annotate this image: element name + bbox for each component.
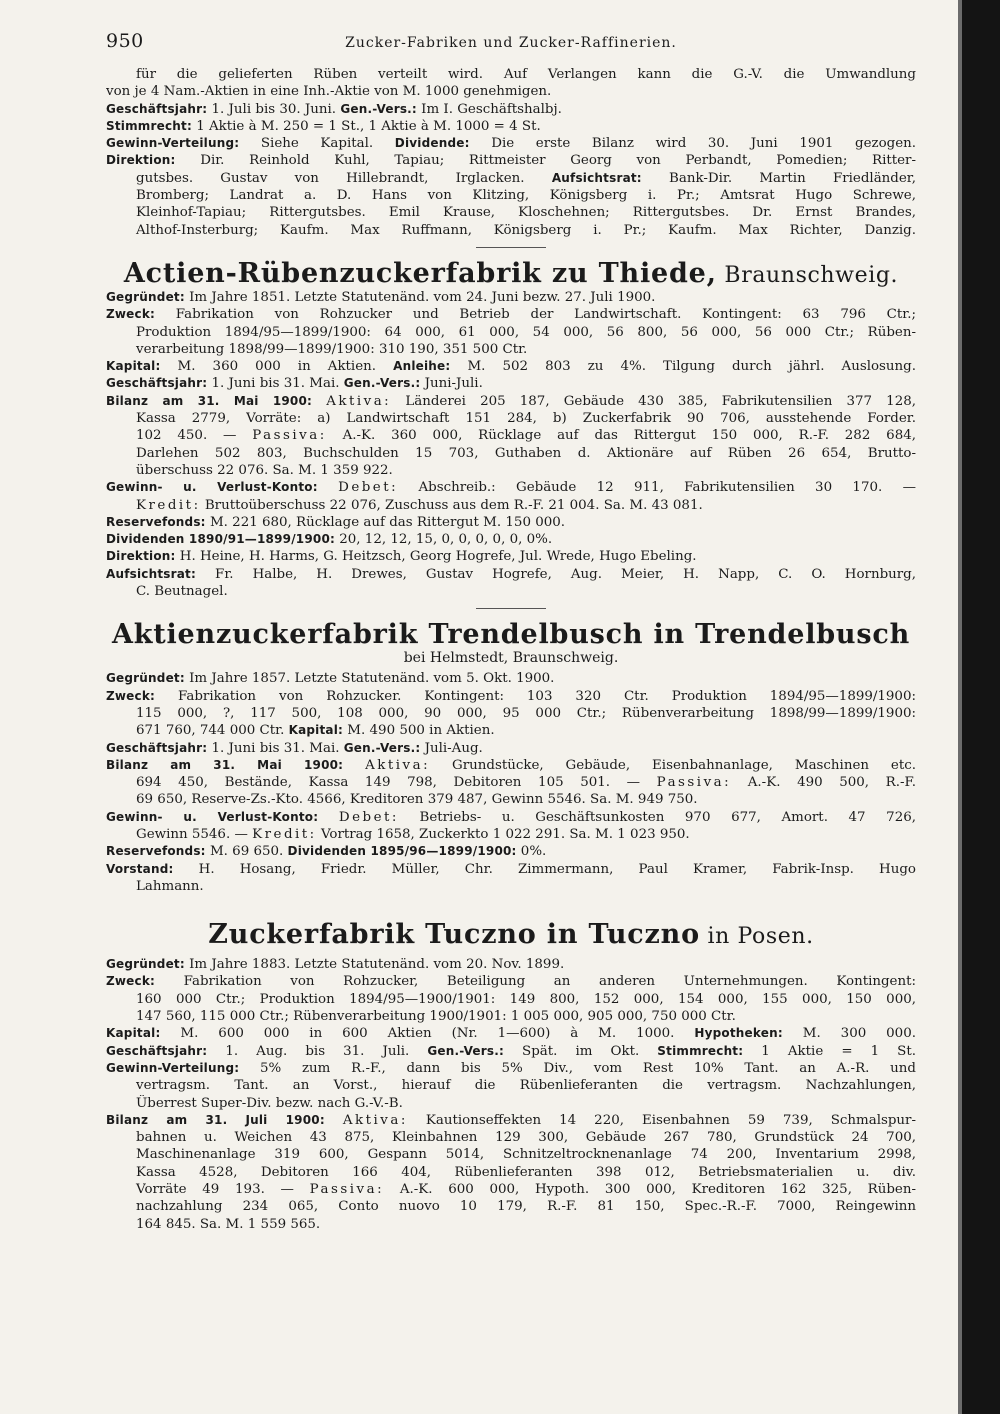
label-direktion: Direktion: bbox=[106, 153, 176, 168]
text-line bbox=[106, 514, 916, 531]
text-line: 164 845. Sa. M. 1 559 565. bbox=[136, 1216, 321, 1232]
value: H. Heine, H. Harms, G. Heitzsch, Georg Hogrefe, Jul. Wrede, Hugo Ebeling. bbox=[175, 549, 697, 565]
label-gewinn-verlust-konto: Gewinn- u. Verlust-Konto: bbox=[106, 480, 318, 495]
value: Vorräte 49 193. — bbox=[136, 1182, 310, 1198]
text-line bbox=[106, 375, 916, 392]
text-line bbox=[106, 843, 916, 860]
label-passiva: Passiva: bbox=[252, 428, 327, 444]
value: Siehe Kapital. bbox=[239, 136, 395, 152]
title-location: Braunschweig. bbox=[716, 262, 899, 288]
value: 20, 12, 12, 15, 0, 0, 0, 0, 0, 0%. bbox=[335, 532, 553, 548]
section-continuation bbox=[106, 66, 916, 239]
label-aktiva: Aktiva: bbox=[342, 1112, 408, 1128]
value bbox=[325, 1113, 343, 1128]
label-debet: Debet: bbox=[338, 809, 399, 825]
value: 694 450, Bestände, Kassa 149 798, Debitoren 105 501. — bbox=[136, 775, 657, 791]
value: Dir. Reinhold Kuhl, Tapiau; Rittmeister Georg von Perbandt, Pomedien; Ritter- bbox=[175, 153, 916, 169]
label-aufsichtsrat: Aufsichtsrat: bbox=[551, 170, 642, 185]
running-title: Zucker-Fabriken und Zucker-Raffinerien. bbox=[345, 35, 677, 51]
text-line bbox=[106, 118, 916, 135]
section-title bbox=[106, 919, 916, 950]
label-reservefonds: Reservefonds: bbox=[106, 844, 206, 859]
label-gen-vers: Gen.-Vers.: bbox=[343, 376, 421, 391]
text-line bbox=[106, 548, 916, 565]
value: H. Hosang, Friedr. Müller, Chr. Zimmermann, Paul Kramer, Fabrik-Insp. Hugo bbox=[173, 861, 916, 877]
value bbox=[318, 810, 339, 825]
label-kredit: Kredit: bbox=[136, 497, 201, 513]
label-debet: Debet: bbox=[338, 480, 399, 496]
value: Fr. Halbe, H. Drewes, Gustav Hogrefe, Aug. Meier, H. Napp, C. O. Hornburg, bbox=[196, 566, 916, 582]
text-line: Darlehen 502 803, Buchschulden 15 703, Guthaben d. Aktionäre auf Rüben 26 654, Brutto- bbox=[136, 445, 916, 461]
label-geschaeftsjahr: Geschäftsjahr: bbox=[106, 376, 208, 391]
label-kapital: Kapital: bbox=[106, 359, 161, 374]
label-kapital: Kapital: bbox=[106, 1026, 161, 1041]
page-header bbox=[106, 30, 916, 60]
text-line bbox=[106, 1025, 916, 1042]
text-line bbox=[106, 670, 916, 687]
value: Grundstücke, Gebäude, Eisenbahnanlage, Maschinen etc. bbox=[430, 757, 916, 773]
text-line bbox=[106, 1043, 916, 1060]
text-line: bahnen u. Weichen 43 875, Kleinbahnen 129 300, Gebäude 267 780, Grundstück 24 700, bbox=[136, 1130, 916, 1146]
value: Juli-Aug. bbox=[420, 740, 483, 756]
value: Gewinn 5546. — bbox=[136, 826, 253, 842]
section-tuczno bbox=[106, 919, 916, 1233]
text-line: Althof-Insterburg; Kaufm. Max Ruffmann, Königsberg i. Pr.; Kaufm. Max Richter, Danzig. bbox=[136, 222, 916, 238]
text-line: vertragsm. Tant. an Vorst., hierauf die Rübenlieferanten die vertragsm. Nachzahlungen, bbox=[136, 1078, 916, 1094]
label-anleihe: Anleihe: bbox=[393, 359, 451, 374]
label-gewinn-verteilung: Gewinn-Verteilung: bbox=[106, 136, 240, 151]
text-line bbox=[106, 826, 916, 843]
value: Im Jahre 1851. Letzte Statutenänd. vom 24. Juni bezw. 27. Juli 1900. bbox=[184, 289, 656, 305]
label-dividenden: Dividenden 1895/96—1899/1900: bbox=[287, 844, 517, 859]
value: A.-K. 490 500, R.-F. bbox=[731, 775, 916, 791]
value: M. 360 000 in Aktien. bbox=[160, 359, 394, 375]
text-line bbox=[106, 566, 916, 583]
label-zweck: Zweck: bbox=[106, 688, 156, 703]
label-geschaeftsjahr: Geschäftsjahr: bbox=[106, 740, 208, 755]
text-line bbox=[106, 774, 916, 791]
value: Abschreib.: Gebäude 12 911, Fabrikutensilien 30 170. — bbox=[398, 480, 916, 496]
label-dividende: Dividende: bbox=[394, 136, 470, 151]
label-gegruendet: Gegründet: bbox=[106, 289, 185, 304]
value: Fabrikation von Rohzucker, Beteiligung an anderen Unternehmungen. Kontingent: bbox=[155, 974, 916, 990]
label-zweck: Zweck: bbox=[106, 307, 156, 322]
label-zweck: Zweck: bbox=[106, 974, 156, 989]
page bbox=[106, 30, 916, 1233]
text-line: nachzahlung 234 065, Conto nuovo 10 179, R.-F. 81 150, Spec.-R.-F. 7000, Reingewinn bbox=[136, 1199, 916, 1215]
label-reservefonds: Reservefonds: bbox=[106, 514, 206, 529]
label-direktion: Direktion: bbox=[106, 549, 176, 564]
value: 1. Juni bis 31. Mai. bbox=[207, 740, 344, 756]
text-line: Überrest Super-Div. bezw. nach G.-V.-B. bbox=[136, 1095, 403, 1111]
value: Vortrag 1658, Zuckerkto 1 022 291. Sa. M. 1 023 950. bbox=[316, 826, 690, 842]
text-line bbox=[106, 973, 916, 990]
text-line: 147 560, 115 000 Ctr.; Rübenverarbeitung 1900/1901: 1 005 000, 905 000, 750 000 Ctr. bbox=[136, 1009, 736, 1025]
title-main: Actien-Rübenzuckerfabrik zu Thiede, bbox=[123, 257, 717, 289]
text-line bbox=[106, 497, 916, 514]
value: M. 300 000. bbox=[782, 1026, 916, 1042]
text-line: überschuss 22 076. Sa. M. 1 359 922. bbox=[136, 462, 393, 478]
text-line bbox=[106, 809, 916, 826]
value: Die erste Bilanz wird 30. Juni 1901 gezogen. bbox=[469, 136, 916, 152]
value: 1. Juli bis 30. Juni. bbox=[207, 101, 341, 117]
text-line: Kassa 4528, Debitoren 166 404, Rübenlieferanten 398 012, Betriebsmaterialien u. div. bbox=[136, 1164, 916, 1180]
title-location: in Posen. bbox=[699, 924, 814, 950]
text-line bbox=[106, 289, 916, 306]
text-line bbox=[106, 757, 916, 774]
text-line bbox=[106, 861, 916, 878]
text-line: C. Beutnagel. bbox=[136, 584, 228, 600]
page-edge bbox=[962, 0, 1000, 1414]
label-passiva: Passiva: bbox=[309, 1182, 385, 1198]
text-line: Bromberg; Landrat a. D. Hans von Klitzing, Königsberg i. Pr.; Amtsrat Hugo Schrewe, bbox=[136, 188, 916, 204]
value: gutsbes. Gustav von Hillebrandt, Irglacken. bbox=[136, 170, 552, 186]
value bbox=[312, 394, 326, 409]
label-bilanz: Bilanz am 31. Mai 1900: bbox=[106, 757, 344, 772]
text-line: von je 4 Nam.-Aktien in eine Inh.-Aktie von M. 1000 genehmigen. bbox=[106, 84, 552, 100]
text-line: 69 650, Reserve-Zs.-Kto. 4566, Kreditoren 379 487, Gewinn 5546. Sa. M. 949 750. bbox=[136, 792, 698, 808]
value: Bruttoüberschuss 22 076, Zuschuss aus dem R.-F. 21 004. Sa. M. 43 081. bbox=[200, 497, 703, 513]
value: 102 450. — bbox=[136, 428, 253, 444]
text-line: Maschinenanlage 319 600, Gespann 5014, Schnitzeltrocknenanlage 74 200, Inventarium 2998, bbox=[136, 1147, 916, 1163]
value bbox=[318, 480, 338, 495]
label-kredit: Kredit: bbox=[252, 826, 317, 842]
text-line bbox=[106, 1112, 916, 1129]
label-geschaeftsjahr: Geschäftsjahr: bbox=[106, 101, 208, 116]
text-line bbox=[106, 688, 916, 705]
text-line: Kleinhof-Tapiau; Rittergutsbes. Emil Krause, Kloschehnen; Rittergutsbes. Dr. Ernst Brandes, bbox=[136, 205, 916, 221]
text-line: für die gelieferten Rüben verteilt wird. Auf Verlangen kann die G.-V. die Umwandlung bbox=[136, 67, 916, 82]
text-line bbox=[106, 152, 916, 169]
value: M. 600 000 in 600 Aktien (Nr. 1—600) à M. 1000. bbox=[160, 1026, 695, 1042]
value: Betriebs- u. Geschäftsunkosten 970 677, Amort. 47 726, bbox=[398, 809, 916, 825]
value: 1 Aktie = 1 St. bbox=[743, 1043, 916, 1059]
title-main: Zuckerfabrik Tuczno in Tuczno bbox=[208, 919, 700, 951]
page-number: 950 bbox=[106, 30, 144, 52]
value: 5% zum R.-F., dann bis 5% Div., vom Rest 10% Tant. an A.-R. und bbox=[239, 1060, 916, 1076]
label-gen-vers: Gen.-Vers.: bbox=[343, 740, 421, 755]
value: A.-K. 360 000, Rücklage auf das Rittergut 150 000, R.-F. 282 684, bbox=[326, 428, 916, 444]
text-line bbox=[106, 358, 916, 375]
value: M. 69 650. bbox=[205, 844, 288, 860]
section-divider bbox=[476, 247, 546, 248]
label-gewinn-verlust-konto: Gewinn- u. Verlust-Konto: bbox=[106, 809, 319, 824]
value: Im I. Geschäftshalbj. bbox=[416, 101, 562, 117]
text-line bbox=[106, 393, 916, 410]
label-passiva: Passiva: bbox=[656, 775, 732, 791]
label-gegruendet: Gegründet: bbox=[106, 671, 185, 686]
text-line bbox=[106, 170, 916, 187]
value: Fabrikation von Rohzucker. Kontingent: 103 320 Ctr. Produktion 1894/95—1899/1900: bbox=[155, 688, 916, 704]
value: M. 490 500 in Aktien. bbox=[343, 723, 495, 739]
text-line bbox=[106, 740, 916, 757]
value: M. 221 680, Rücklage auf das Rittergut M. 150 000. bbox=[205, 514, 566, 530]
text-line bbox=[106, 135, 916, 152]
value: Bank-Dir. Martin Friedländer, bbox=[641, 170, 916, 186]
label-dividenden: Dividenden 1890/91—1899/1900: bbox=[106, 532, 335, 547]
text-line: Produktion 1894/95—1899/1900: 64 000, 61 000, 54 000, 56 800, 56 000, 56 000 Ctr.; Rüben- bbox=[136, 324, 916, 340]
label-vorstand: Vorstand: bbox=[106, 861, 174, 876]
label-kapital: Kapital: bbox=[288, 723, 344, 738]
value: 671 760, 744 000 Ctr. bbox=[136, 723, 289, 739]
value: A.-K. 600 000, Hypoth. 300 000, Kreditoren 162 325, Rüben- bbox=[384, 1182, 916, 1198]
label-gegruendet: Gegründet: bbox=[106, 957, 185, 972]
value: Im Jahre 1883. Letzte Statutenänd. vom 20. Nov. 1899. bbox=[184, 957, 565, 973]
text-line: Kassa 2779, Vorräte: a) Landwirtschaft 151 284, b) Zuckerfabrik 90 706, ausstehende Forder. bbox=[136, 411, 916, 427]
value: 0%. bbox=[516, 844, 547, 860]
title-main: Aktienzuckerfabrik Trendelbusch in Trendelbusch bbox=[111, 619, 911, 651]
label-hypotheken: Hypotheken: bbox=[694, 1026, 783, 1041]
text-line: Lahmann. bbox=[136, 878, 204, 894]
text-line: 160 000 Ctr.; Produktion 1894/95—1900/1901: 149 800, 152 000, 154 000, 155 000, 150 000, bbox=[136, 991, 916, 1007]
value: 1. Juni bis 31. Mai. bbox=[207, 376, 344, 392]
section-title bbox=[106, 619, 916, 650]
value: M. 502 803 zu 4%. Tilgung durch jährl. Auslosung. bbox=[450, 359, 916, 375]
label-bilanz: Bilanz am 31. Mai 1900: bbox=[106, 393, 313, 408]
text-line bbox=[106, 427, 916, 444]
text-line bbox=[106, 956, 916, 973]
label-stimmrecht: Stimmrecht: bbox=[657, 1043, 744, 1058]
value: Länderei 205 187, Gebäude 430 385, Fabrikutensilien 377 128, bbox=[391, 393, 916, 409]
section-subtitle: bei Helmstedt, Braunschweig. bbox=[403, 650, 619, 667]
text-line bbox=[106, 101, 916, 118]
value: 1 Aktie à M. 250 = 1 St., 1 Aktie à M. 1000 = 4 St. bbox=[191, 118, 541, 134]
label-aktiva: Aktiva: bbox=[365, 757, 431, 773]
label-gewinn-verteilung: Gewinn-Verteilung: bbox=[106, 1060, 240, 1075]
value: 1. Aug. bis 31. Juli. bbox=[207, 1043, 428, 1059]
text-line bbox=[106, 722, 916, 739]
section-thiede bbox=[106, 258, 916, 600]
label-aktiva: Aktiva: bbox=[326, 393, 392, 409]
text-line bbox=[106, 1060, 916, 1077]
value bbox=[343, 758, 365, 773]
label-aufsichtsrat: Aufsichtsrat: bbox=[106, 566, 196, 581]
text-line: verarbeitung 1898/99—1899/1900: 310 190, 351 500 Ctr. bbox=[136, 341, 528, 357]
label-gen-vers: Gen.-Vers.: bbox=[427, 1043, 504, 1058]
text-line bbox=[106, 1181, 916, 1198]
section-divider bbox=[476, 608, 546, 609]
section-title bbox=[106, 258, 916, 289]
text-line: 115 000, ?, 117 500, 108 000, 90 000, 95 000 Ctr.; Rübenverarbeitung 1898/99—1899/1900: bbox=[136, 705, 916, 721]
label-stimmrecht: Stimmrecht: bbox=[106, 118, 192, 133]
value: Kautionseffekten 14 220, Eisenbahnen 59 739, Schmalspur- bbox=[407, 1112, 916, 1128]
text-line bbox=[106, 306, 916, 323]
value: Fabrikation von Rohzucker und Betrieb der Landwirtschaft. Kontingent: 63 796 Ctr.; bbox=[155, 307, 916, 323]
value: Spät. im Okt. bbox=[503, 1043, 658, 1059]
label-bilanz: Bilanz am 31. Juli 1900: bbox=[106, 1112, 325, 1127]
value: Juni-Juli. bbox=[420, 376, 483, 392]
value: Im Jahre 1857. Letzte Statutenänd. vom 5. Okt. 1900. bbox=[184, 671, 555, 687]
label-gen-vers: Gen.-Vers.: bbox=[340, 101, 417, 116]
label-geschaeftsjahr: Geschäftsjahr: bbox=[106, 1043, 208, 1058]
text-line bbox=[106, 531, 916, 548]
section-trendelbusch bbox=[106, 619, 916, 895]
text-line bbox=[106, 479, 916, 496]
